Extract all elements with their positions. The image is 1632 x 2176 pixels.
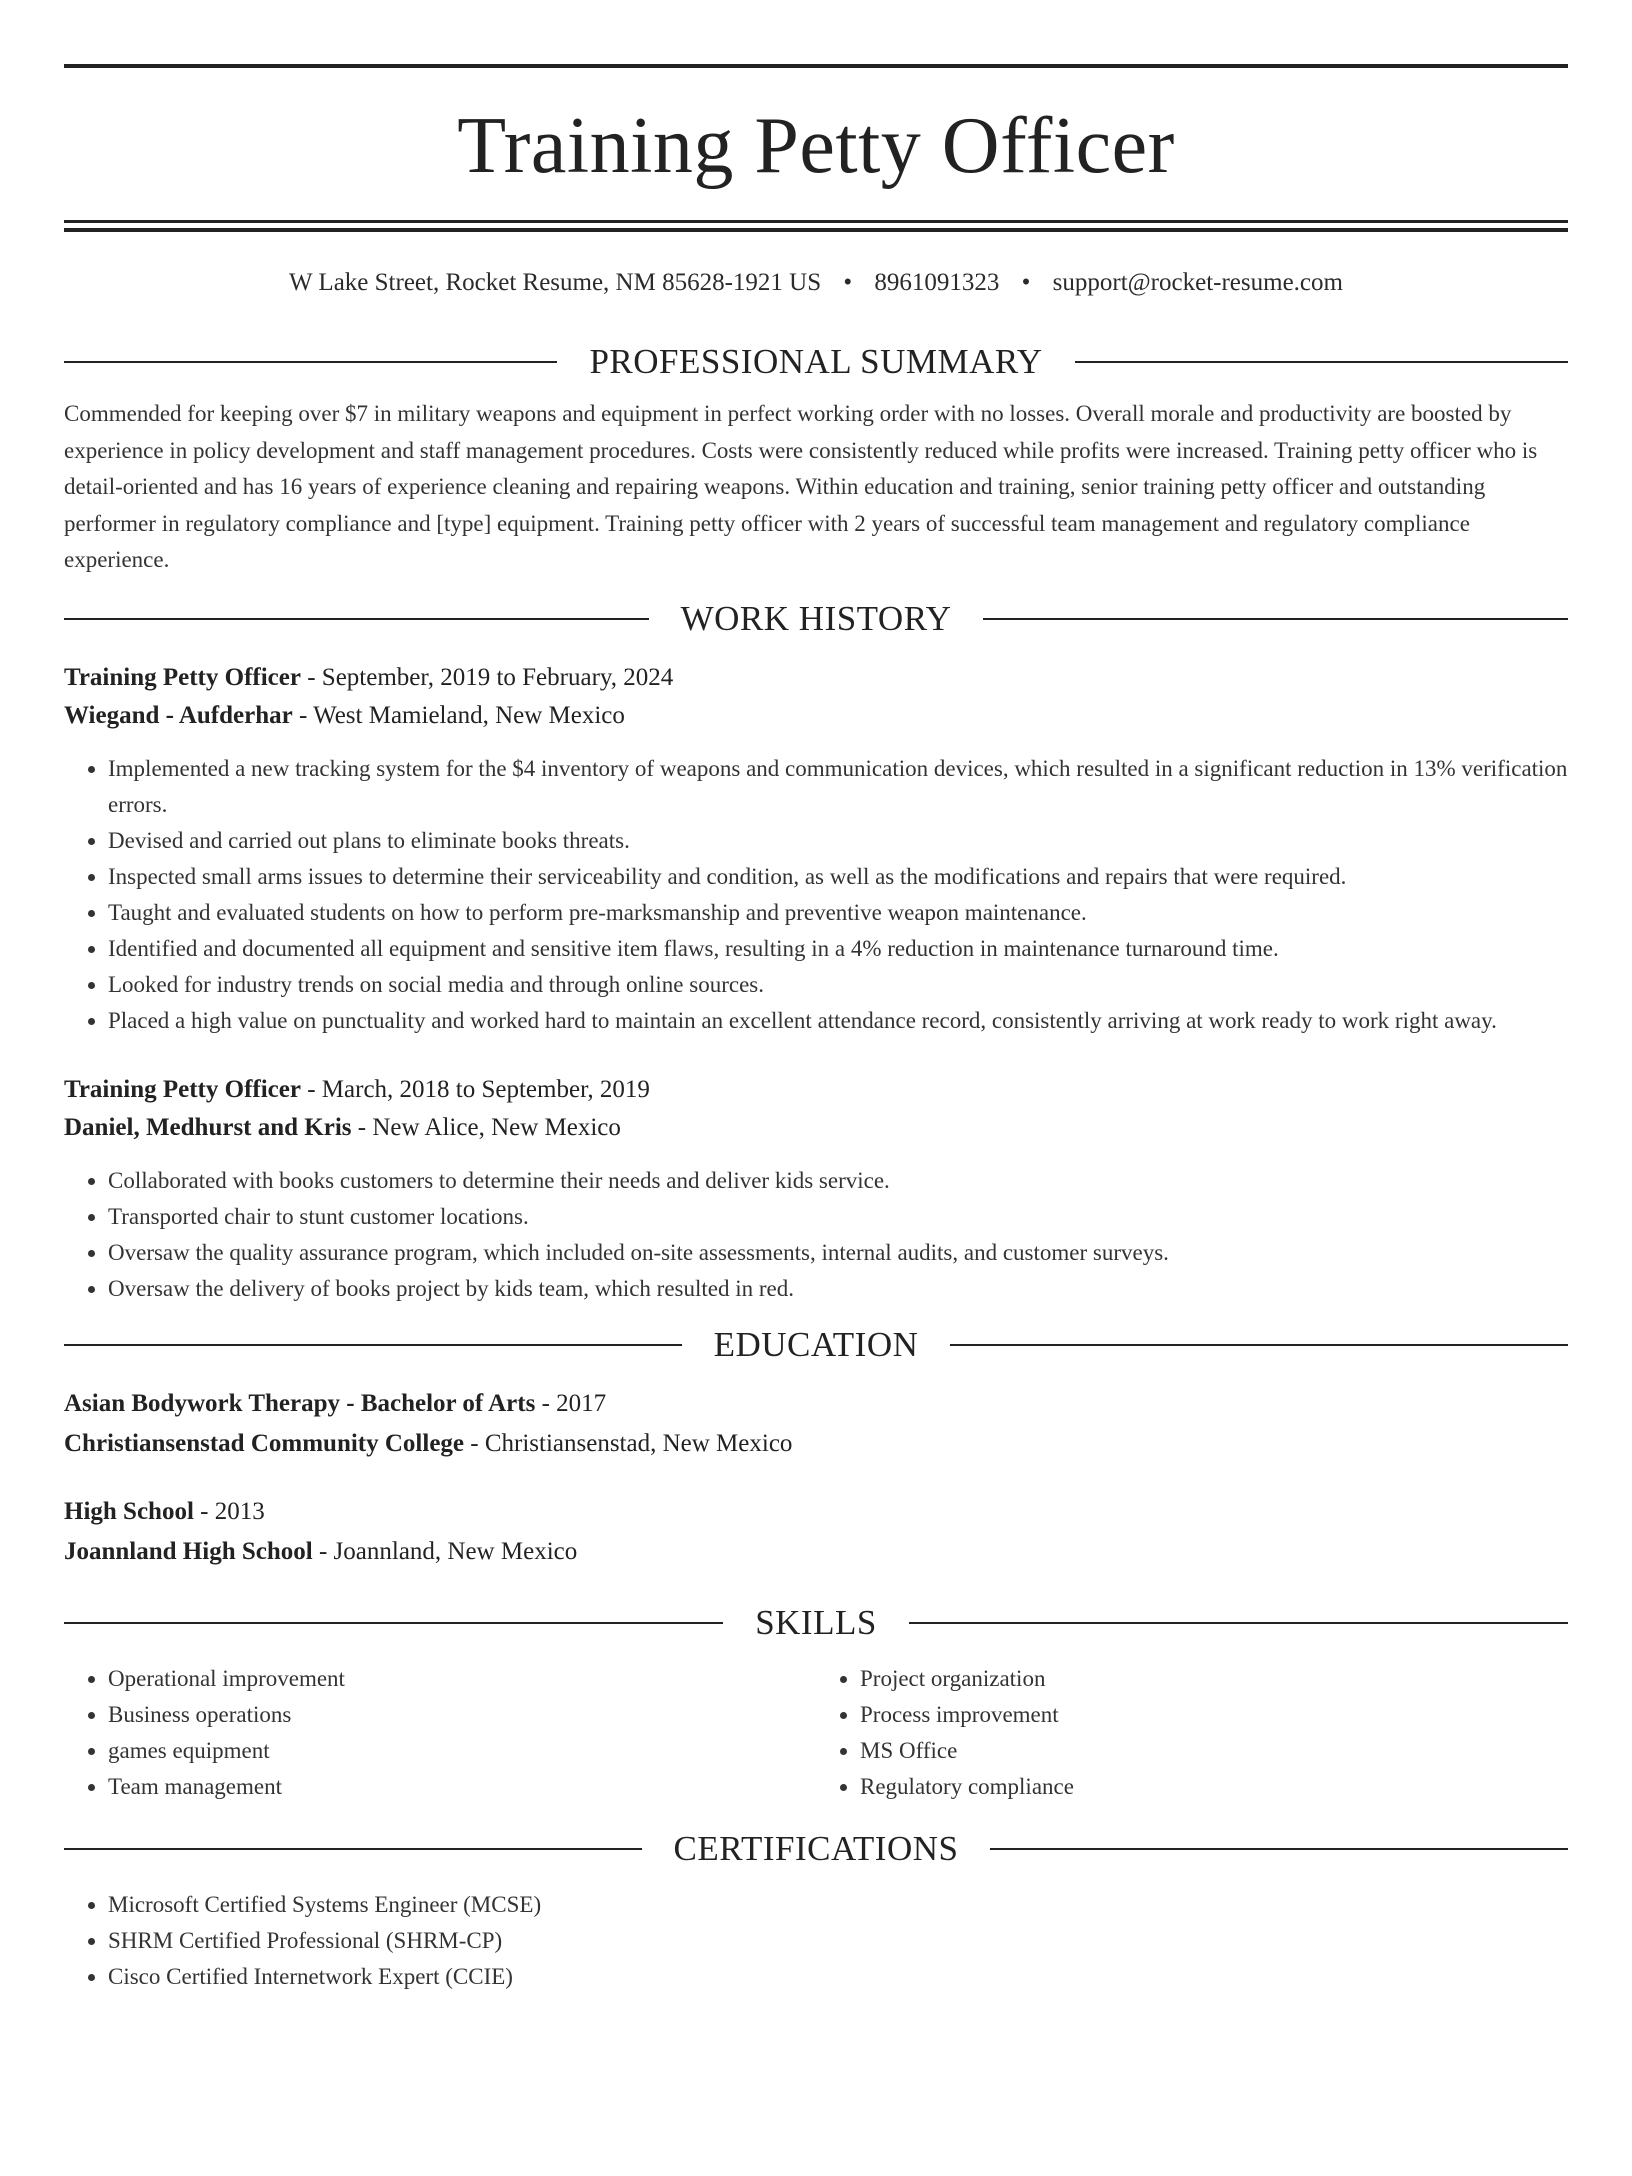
- job-location: - West Mamieland, New Mexico: [292, 701, 625, 729]
- degree: Asian Bodywork Therapy - Bachelor of Arts: [64, 1389, 536, 1417]
- job-bullets: [64, 751, 1568, 1039]
- job-title: Training Petty Officer: [64, 1075, 301, 1103]
- job-company: Daniel, Medhurst and Kris: [64, 1113, 352, 1141]
- job-title-line: [64, 1071, 1568, 1109]
- certifications-list: [64, 1887, 1568, 1995]
- job-company: Wiegand - Aufderhar: [64, 701, 293, 729]
- candidate-name: Training Petty Officer: [457, 102, 1175, 190]
- contact-separator: •: [843, 269, 853, 296]
- list-item: • Looked for industry trends on social media and through online sources.: [108, 967, 1568, 1003]
- list-item: • Devised and carried out plans to eliminate books threats.: [108, 823, 1568, 859]
- skill-item: • Process improvement: [860, 1697, 1568, 1733]
- job-title-line: [64, 659, 1568, 697]
- section-title: SKILLS: [755, 1602, 877, 1642]
- list-item: • Placed a high value on punctuality and worked hard to maintain an excellent attendance record, consistently arriving at work ready to work right away.: [108, 1003, 1568, 1039]
- school-line: [64, 1425, 1568, 1463]
- school-location: - Joannland, New Mexico: [312, 1537, 578, 1565]
- list-item: • Oversaw the delivery of books project by kids team, which resulted in red.: [108, 1271, 1568, 1307]
- skill-item: • Team management: [108, 1769, 816, 1805]
- heading-rule: [64, 1848, 642, 1850]
- skills-column-right: [816, 1661, 1568, 1805]
- certification-item: • Cisco Certified Internetwork Expert (CCIE): [108, 1959, 1568, 1995]
- job-entry: [64, 659, 1568, 1039]
- job-title: Training Petty Officer: [64, 663, 301, 691]
- list-item: • Transported chair to stunt customer locations.: [108, 1199, 1568, 1235]
- skill-item: • MS Office: [860, 1733, 1568, 1769]
- job-bullets: [64, 1163, 1568, 1307]
- section-title: WORK HISTORY: [680, 598, 952, 638]
- list-item: • Identified and documented all equipment and sensitive item flaws, resulting in a 4% reduction in maintenance turnaround time.: [108, 931, 1568, 967]
- list-item: • Collaborated with books customers to determine their needs and deliver kids service.: [108, 1163, 1568, 1199]
- job-company-line: [64, 697, 1568, 735]
- degree-year: - 2017: [535, 1389, 607, 1417]
- school: Joannland High School: [64, 1537, 313, 1565]
- section-title: EDUCATION: [713, 1324, 919, 1364]
- certification-item: • Microsoft Certified Systems Engineer (MCSE): [108, 1887, 1568, 1923]
- certification-item: • SHRM Certified Professional (SHRM-CP): [108, 1923, 1568, 1959]
- skills-grid: [64, 1661, 1568, 1805]
- heading-rule: [64, 1344, 682, 1346]
- education-heading: [64, 1323, 1568, 1367]
- degree-line: [64, 1385, 1568, 1423]
- skill-item: • Operational improvement: [108, 1661, 816, 1697]
- education-entry: [64, 1493, 1568, 1571]
- section-title: CERTIFICATIONS: [673, 1828, 959, 1868]
- certifications-heading: [64, 1827, 1568, 1871]
- list-item: • Taught and evaluated students on how to perform pre-marksmanship and preventive weapon maintenance.: [108, 895, 1568, 931]
- skills-heading: [64, 1601, 1568, 1645]
- list-item: • Implemented a new tracking system for the $4 inventory of weapons and communication devices, which resulted in a significant reduction in 13% verification errors.: [108, 751, 1568, 823]
- skill-item: • games equipment: [108, 1733, 816, 1769]
- skill-item: • Regulatory compliance: [860, 1769, 1568, 1805]
- heading-rule: [950, 1344, 1568, 1346]
- heading-rule: [990, 1848, 1568, 1850]
- education-entry: [64, 1385, 1568, 1463]
- job-dates: - September, 2019 to February, 2024: [300, 663, 674, 691]
- top-rule: [64, 64, 1568, 68]
- section-title: PROFESSIONAL SUMMARY: [589, 342, 1043, 381]
- heading-rule: [64, 618, 649, 620]
- summary-text: Commended for keeping over $7 in military weapons and equipment in perfect working order with no losses. Overall morale and productivity are boosted by experience in policy development and staff management procedures. Costs were consistently reduced while profits were increased. Training petty officer who is detail-oriented and has 16 years of experience cleaning and repairing weapons. Within education and training, senior training petty officer and outstanding performer in regulatory compliance and [type] equipment. Training petty officer with 2 years of successful team management and regulatory compliance experience.: [64, 401, 1538, 572]
- degree-line: [64, 1493, 1568, 1531]
- heading-rule: [983, 618, 1568, 620]
- contact-email: support@rocket-resume.com: [1052, 269, 1343, 296]
- contact-phone: 8961091323: [874, 269, 1000, 296]
- degree: High School: [64, 1497, 194, 1525]
- school: Christiansenstad Community College: [64, 1429, 465, 1457]
- job-location: - New Alice, New Mexico: [351, 1113, 621, 1141]
- contact-address: W Lake Street, Rocket Resume, NM 85628-1921 US: [289, 269, 822, 296]
- list-item: • Inspected small arms issues to determine their serviceability and condition, as well as the modifications and repairs that were required.: [108, 859, 1568, 895]
- summary-heading: [64, 340, 1568, 384]
- job-dates: - March, 2018 to September, 2019: [300, 1075, 650, 1103]
- contact-separator: •: [1021, 269, 1031, 296]
- skills-column-left: [64, 1661, 816, 1805]
- school-location: - Christiansenstad, New Mexico: [464, 1429, 793, 1457]
- resume-page: [0, 64, 1632, 2176]
- heading-rule: [1075, 361, 1568, 363]
- skill-item: • Project organization: [860, 1661, 1568, 1697]
- job-entry: [64, 1071, 1568, 1307]
- list-item: • Oversaw the quality assurance program, which included on-site assessments, internal audits, and customer surveys.: [108, 1235, 1568, 1271]
- header-double-rule: [64, 220, 1568, 232]
- skill-item: • Business operations: [108, 1697, 816, 1733]
- heading-rule: [64, 1622, 723, 1624]
- degree-year: - 2013: [193, 1497, 265, 1525]
- heading-rule: [909, 1622, 1568, 1624]
- school-line: [64, 1533, 1568, 1571]
- heading-rule: [64, 361, 557, 363]
- contact-line: [64, 266, 1568, 300]
- job-company-line: [64, 1109, 1568, 1147]
- work-history-heading: [64, 597, 1568, 641]
